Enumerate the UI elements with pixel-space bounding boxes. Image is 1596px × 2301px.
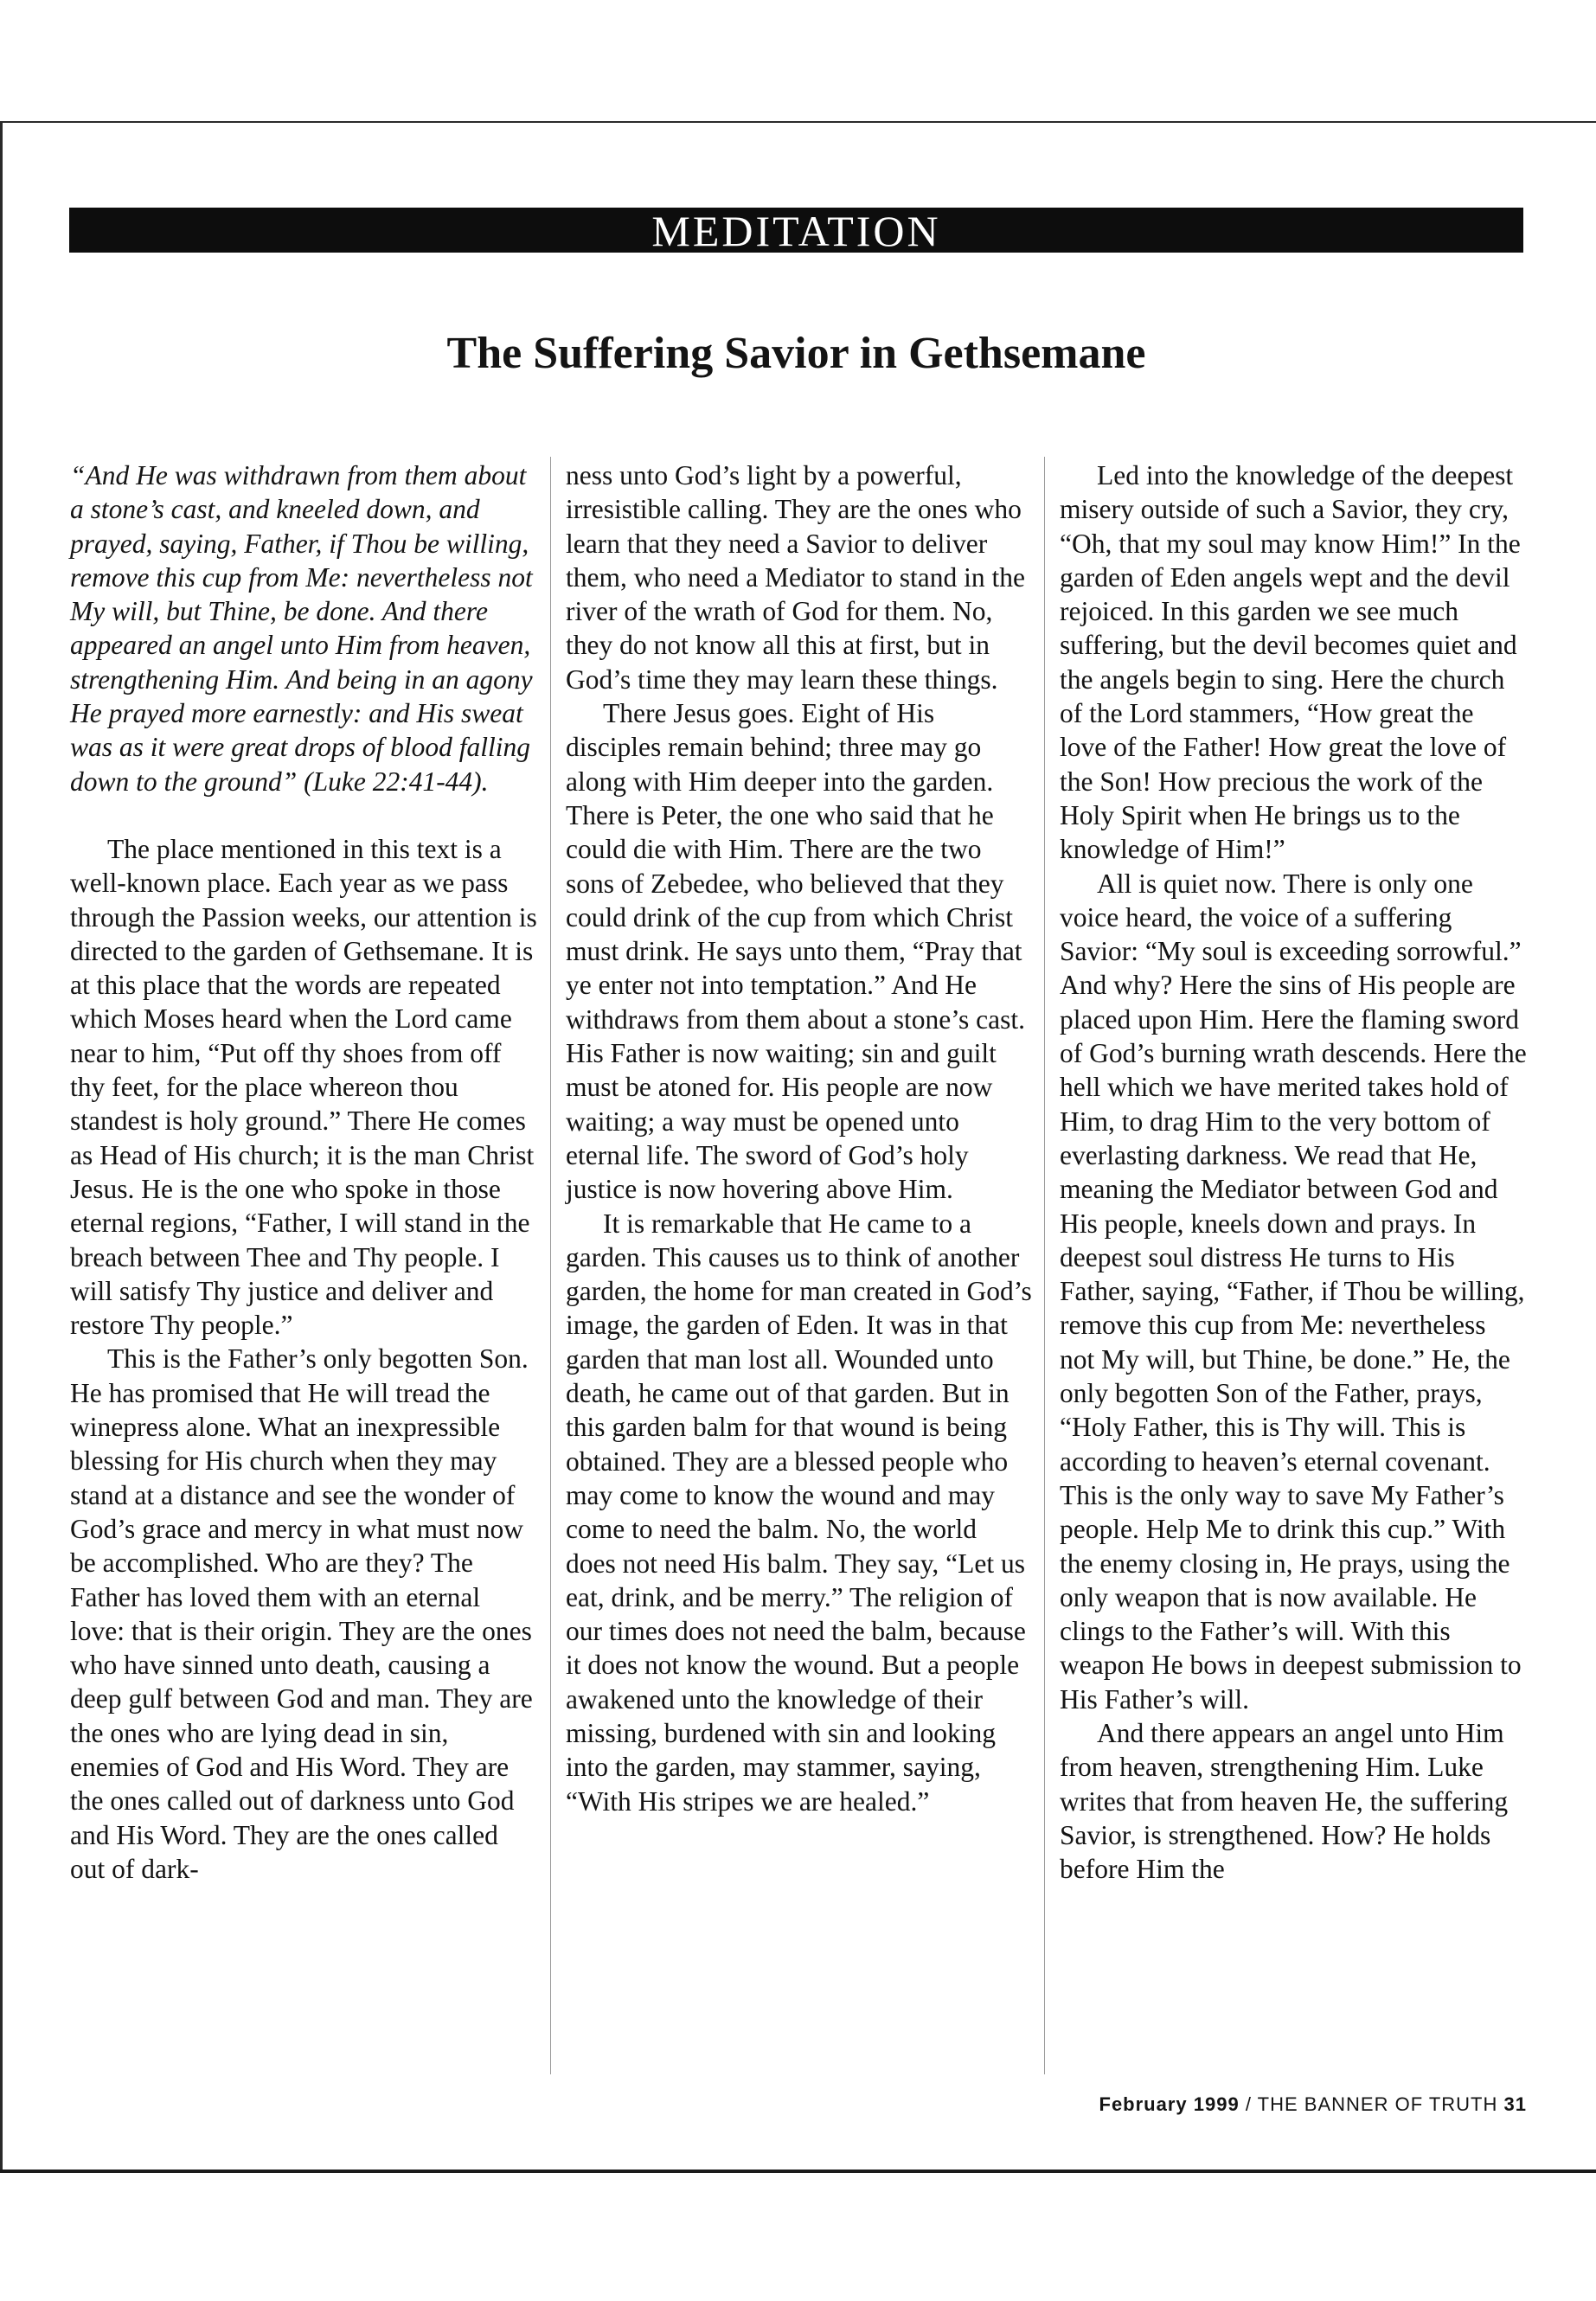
paragraph: All is quiet now. There is only one voice heard, the voice of a suffering Savior: “My soul is exceeding sorrowful.” And why? Here the sins of His people are placed upon Him. Here the flaming sword of God’s burning wrath descends. Here the hell which we have merited takes hold of Him, to drag Him to the very bottom of everlasting darkness. We read that He, meaning the Mediator between God and His people, kneels down and prays. In deepest soul distress He turns to His Father, saying, “Father, if Thou be willing, remove this cup from Me: nevertheless not My will, but Thine, be done.” He, the only begotten Son of the Father, prays, “Holy Father, this is Thy will. This is according to heaven’s eternal covenant. This is the only way to save My Father’s people. Help Me to drink this cup.” With the enemy closing in, He prays, using the only weapon that is now available. He clings to the Father’s will. With this weapon He bows in deepest submission to His Father’s will.	[1060, 868, 1527, 1715]
paragraph: ness unto God’s light by a powerful, irresistible calling. They are the ones who learn that they need a Savior to deliver them, who need a Mediator to stand in the river of the wrath of God for them. No, they do not know all this at first, but in God’s time they may learn these things.	[566, 460, 1025, 695]
section-banner	[69, 208, 1523, 253]
article-title: The Suffering Savior in Gethsemane	[446, 329, 1146, 378]
paragraph: Led into the knowledge of the deepest misery outside of such a Savior, they cry, “Oh, that my soul may know Him!” In the garden of Eden angels wept and the devil rejoiced. In this garden we see much suffering, but the devil becomes quiet and the angels begin to sing. Here the church of the Lord stammers, “How great the love of the Father! How great the love of the Son! How precious the work of the Holy Spirit when He brings us to the knowledge of Him!”	[1060, 460, 1521, 865]
section-label: MEDITATION	[651, 207, 941, 255]
column-3	[1060, 458, 1527, 1886]
footer-publication: THE BANNER OF TRUTH	[1257, 2093, 1498, 2115]
paragraph: It is remarkable that He came to a garden. This causes us to think of another garden, the home for man created in God’s image, the garden of Eden. It was in that garden that man lost all. Wounded unto death, he came out of that garden. But in this garden balm for that wound is being obtained. They are a blessed people who may come to know the wound and may come to need the balm. No, the world does not need His balm. They say, “Let us eat, drink, and be merry.” The religion of our times does not need the balm, because it does not know the wound. But a people awakened unto the knowledge of their missing, burdened with sin and looking into the garden, may stammer, saying, “With His stripes we are healed.”	[566, 1208, 1032, 1817]
paragraph: This is the Father’s only begotten Son. He has promised that He will tread the winepress alone. What an inexpressible blessing for His church when they may stand at a distance and see the wonder of God’s grace and mercy in what must now be accomplished. Who are they? The Father has loved them with an eternal love: that is their origin. They are the ones who have sinned unto death, causing a deep gulf between God and man. They are the ones who are lying dead in sin, enemies of God and His Word. They are the ones called out of darkness unto God and His Word. They are the ones called out of dark-	[70, 1343, 533, 1884]
column-divider-2	[1044, 457, 1045, 2074]
scan-edge-bottom	[0, 2170, 1596, 2173]
scripture-text: “And He was withdrawn from them about a stone’s cast, and kneeled down, and prayed, saying, Father, if Thou be willing, remove this cup from Me: nevertheless not My will, but Thine, be done. And there appeared an angel unto Him from heaven, strengthening Him. And being in an agony He prayed more earnestly: and His sweat was as it were great drops of blood falling down to the ground”	[70, 460, 533, 797]
paragraph: There Jesus goes. Eight of His disciples remain behind; three may go along with Him deeper into the garden. There is Peter, the one who said that he could die with Him. There are the two sons of Zebedee, who believed that they could drink of the cup from which Christ must drink. He says unto them, “Pray that ye enter not into temptation.” And He withdraws from them about a stone’s cast. His Father is now waiting; sin and guilt must be atoned for. His people are now waiting; a way must be opened unto eternal life. The sword of God’s holy justice is now hovering above Him.	[566, 698, 1026, 1205]
scripture-reference: (Luke 22:41-44).	[304, 766, 489, 797]
paragraph: And there appears an angel unto Him from heaven, strengthening Him. Luke writes that from heaven He, the suffering Savior, is strengthened. How? He holds before Him the	[1060, 1717, 1509, 1885]
page-number: 31	[1503, 2093, 1527, 2115]
footer-date: February 1999	[1099, 2093, 1240, 2115]
scan-edge-top	[0, 121, 1596, 123]
page-footer	[1060, 2092, 1527, 2118]
paragraph: The place mentioned in this text is a well-known place. Each year as we pass through the Passion weeks, our attention is directed to the garden of Gethsemane. It is at this place that the words are repeated which Moses heard when the Lord came near to him, “Put off thy shoes from off thy feet, for the place whereon thou standest is holy ground.” There He comes as Head of His church; it is the man Christ Jesus. He is the one who spoke in those eternal regions, “Father, I will stand in the breach between Thee and Thy people. I will satisfy Thy justice and deliver and restore Thy people.”	[70, 833, 537, 1341]
column-divider-1	[550, 457, 551, 2074]
footer-separator: /	[1245, 2093, 1252, 2115]
scan-edge-left	[0, 121, 3, 2171]
column-1	[70, 458, 537, 1886]
scripture-quote	[70, 458, 537, 798]
column-2	[566, 458, 1033, 1818]
